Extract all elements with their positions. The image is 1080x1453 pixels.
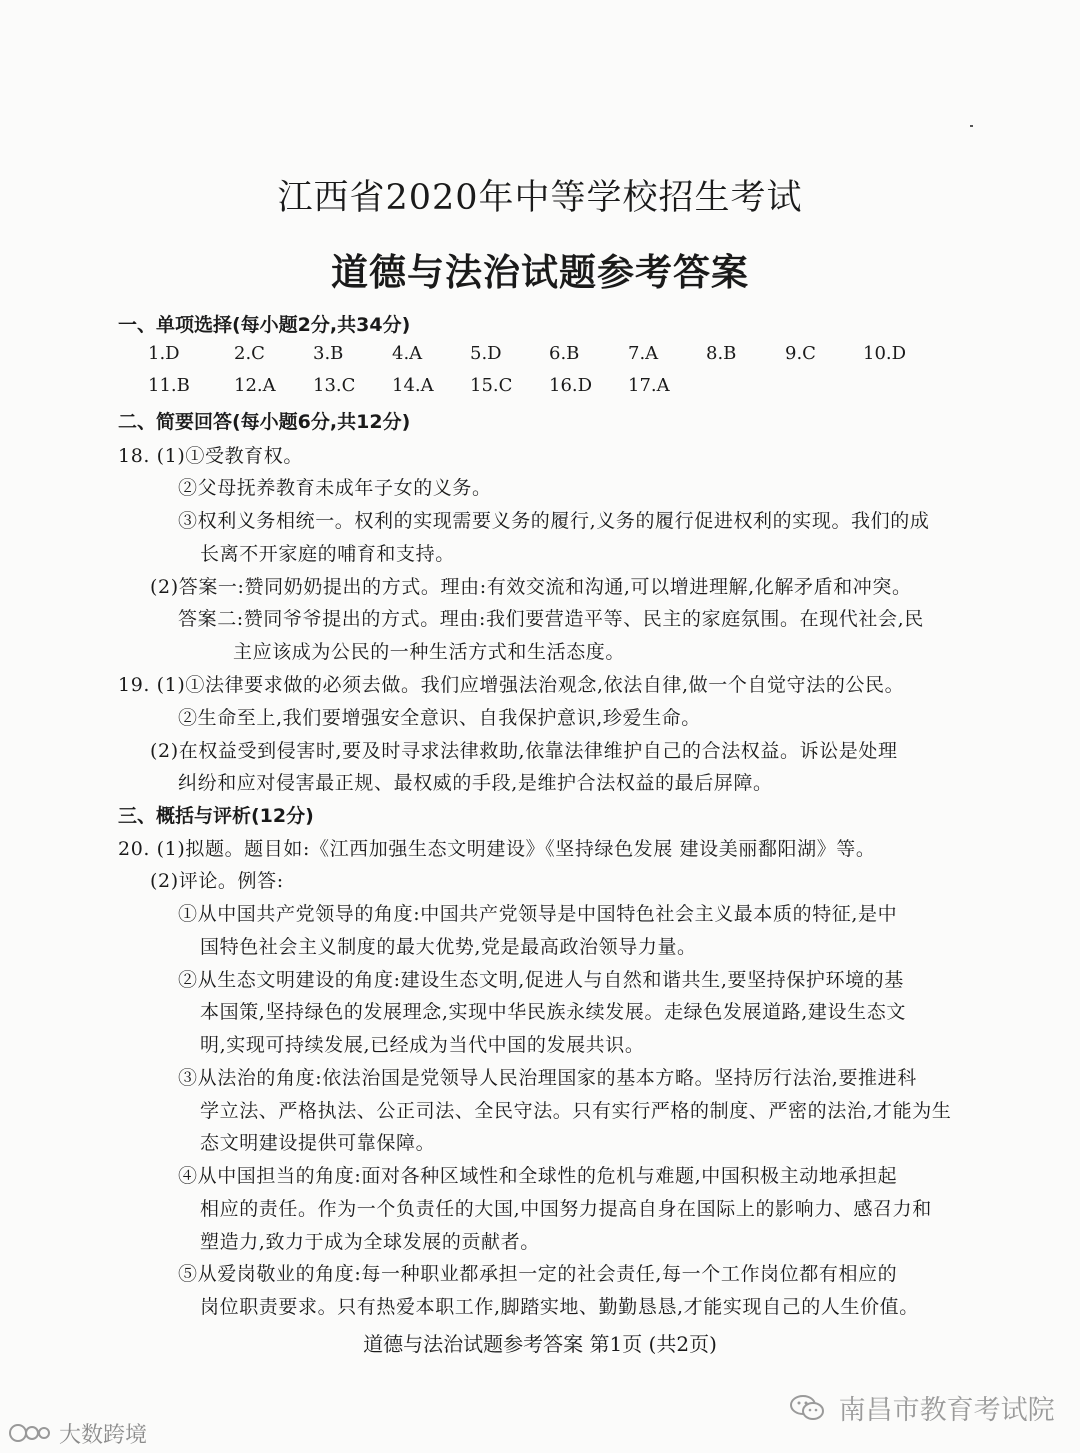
mc-answer: 16.D [549, 375, 593, 396]
mc-answer: 5.D [470, 343, 502, 364]
q20-line: 国特色社会主义制度的最大优势,党是最高政治领导力量。 [200, 936, 697, 958]
section1-heading: 一、单项选择(每小题2分,共34分) [118, 314, 411, 336]
right-watermark [790, 1388, 1055, 1429]
q20-line: 塑造力,致力于成为全球发展的贡献者。 [200, 1231, 540, 1253]
mc-answer: 15.C [470, 375, 513, 396]
mc-answer: 7.A [628, 343, 659, 364]
section2-heading: 二、简要回答(每小题6分,共12分) [118, 411, 411, 433]
section3-heading: 三、概括与评析(12分) [118, 805, 314, 827]
q20-line: 明,实现可持续发展,已经成为当代中国的发展共识。 [200, 1034, 645, 1056]
q20-line: 20. (1)拟题。题目如:《江西加强生态文明建设》《坚持绿色发展 建设美丽鄱阳湖》等。 [118, 838, 876, 860]
mc-answer: 3.B [313, 343, 344, 364]
watermark-logo-icon [8, 1422, 52, 1450]
subject-title: 道德与法治试题参考答案 [331, 250, 749, 294]
mc-answer: 17.A [628, 375, 670, 396]
page-footer: 道德与法治试题参考答案 第1页 (共2页) [363, 1332, 717, 1356]
q18-line: 18. (1)①受教育权。 [118, 445, 303, 467]
left-watermark [8, 1418, 147, 1450]
mc-answer: 12.A [234, 375, 276, 396]
q20-line: ⑤从爱岗敬业的角度:每一种职业都承担一定的社会责任,每一个工作岗位都有相应的 [178, 1263, 898, 1285]
q18-line: 主应该成为公民的一种生活方式和生活态度。 [233, 641, 626, 663]
q20-line: 态文明建设提供可靠保障。 [200, 1132, 436, 1154]
q20-line: 岗位职责要求。只有热爱本职工作,脚踏实地、勤勤恳恳,才能实现自己的人生价值。 [200, 1296, 919, 1318]
mc-answer: 11.B [148, 375, 190, 396]
q20-line: 本国策,坚持绿色的发展理念,实现中华民族永续发展。走绿色发展道路,建设生态文 [200, 1001, 906, 1023]
q18-line: ③权利义务相统一。权利的实现需要义务的履行,义务的履行促进权利的实现。我们的成 [178, 510, 930, 532]
mc-answer: 14.A [392, 375, 434, 396]
mc-answer: 2.C [234, 343, 265, 364]
q20-line: 学立法、严格执法、公正司法、全民守法。只有实行严格的制度、严密的法治,才能为生 [200, 1100, 952, 1122]
q18-line: 长离不开家庭的哺育和支持。 [200, 543, 455, 565]
exam-title: 江西省2020年中等学校招生考试 [277, 178, 803, 218]
watermark-text: 大数跨境 [59, 1423, 148, 1448]
q19-line: ②生命至上,我们要增强安全意识、自我保护意识,珍爱生命。 [178, 707, 701, 729]
mc-answer: 6.B [549, 343, 580, 364]
mc-answer: 8.B [706, 343, 737, 364]
mc-answer: 13.C [313, 375, 356, 396]
mc-answer: 4.A [392, 343, 423, 364]
q20-line: (2)评论。例答: [150, 870, 284, 892]
wechat-icon [790, 1394, 824, 1429]
q18-line: ②父母抚养教育未成年子女的义务。 [178, 477, 492, 499]
q19-line: 纠纷和应对侵害最正规、最权威的手段,是维护合法权益的最后屏障。 [178, 772, 773, 794]
q20-line: 相应的责任。作为一个负责任的大国,中国努力提高自身在国际上的影响力、感召力和 [200, 1198, 932, 1220]
q20-line: ④从中国担当的角度:面对各种区域性和全球性的危机与难题,中国积极主动地承担起 [178, 1165, 898, 1187]
q19-line: 19. (1)①法律要求做的必须去做。我们应增强法治观念,依法自律,做一个自觉守法的公民。 [118, 674, 905, 696]
mc-answer: 10.D [863, 343, 907, 364]
mc-answer: 1.D [148, 343, 180, 364]
mc-answer: 9.C [785, 343, 816, 364]
q19-line: (2)在权益受到侵害时,要及时寻求法律救助,依靠法律维护自己的合法权益。诉讼是处理 [150, 740, 898, 762]
q18-line: 答案二:赞同爷爷提出的方式。理由:我们要营造平等、民主的家庭氛围。在现代社会,民 [178, 608, 924, 630]
q20-line: ②从生态文明建设的角度:建设生态文明,促进人与自然和谐共生,要坚持保护环境的基 [178, 969, 904, 991]
q20-line: ③从法治的角度:依法治国是党领导人民治理国家的基本方略。坚持厉行法治,要推进科 [178, 1067, 917, 1089]
q18-line: (2)答案一:赞同奶奶提出的方式。理由:有效交流和沟通,可以增进理解,化解矛盾和冲突。 [150, 576, 912, 598]
speck [970, 125, 973, 127]
watermark-text: 南昌市教育考试院 [838, 1395, 1055, 1426]
q20-line: ①从中国共产党领导的角度:中国共产党领导是中国特色社会主义最本质的特征,是中 [178, 903, 898, 925]
